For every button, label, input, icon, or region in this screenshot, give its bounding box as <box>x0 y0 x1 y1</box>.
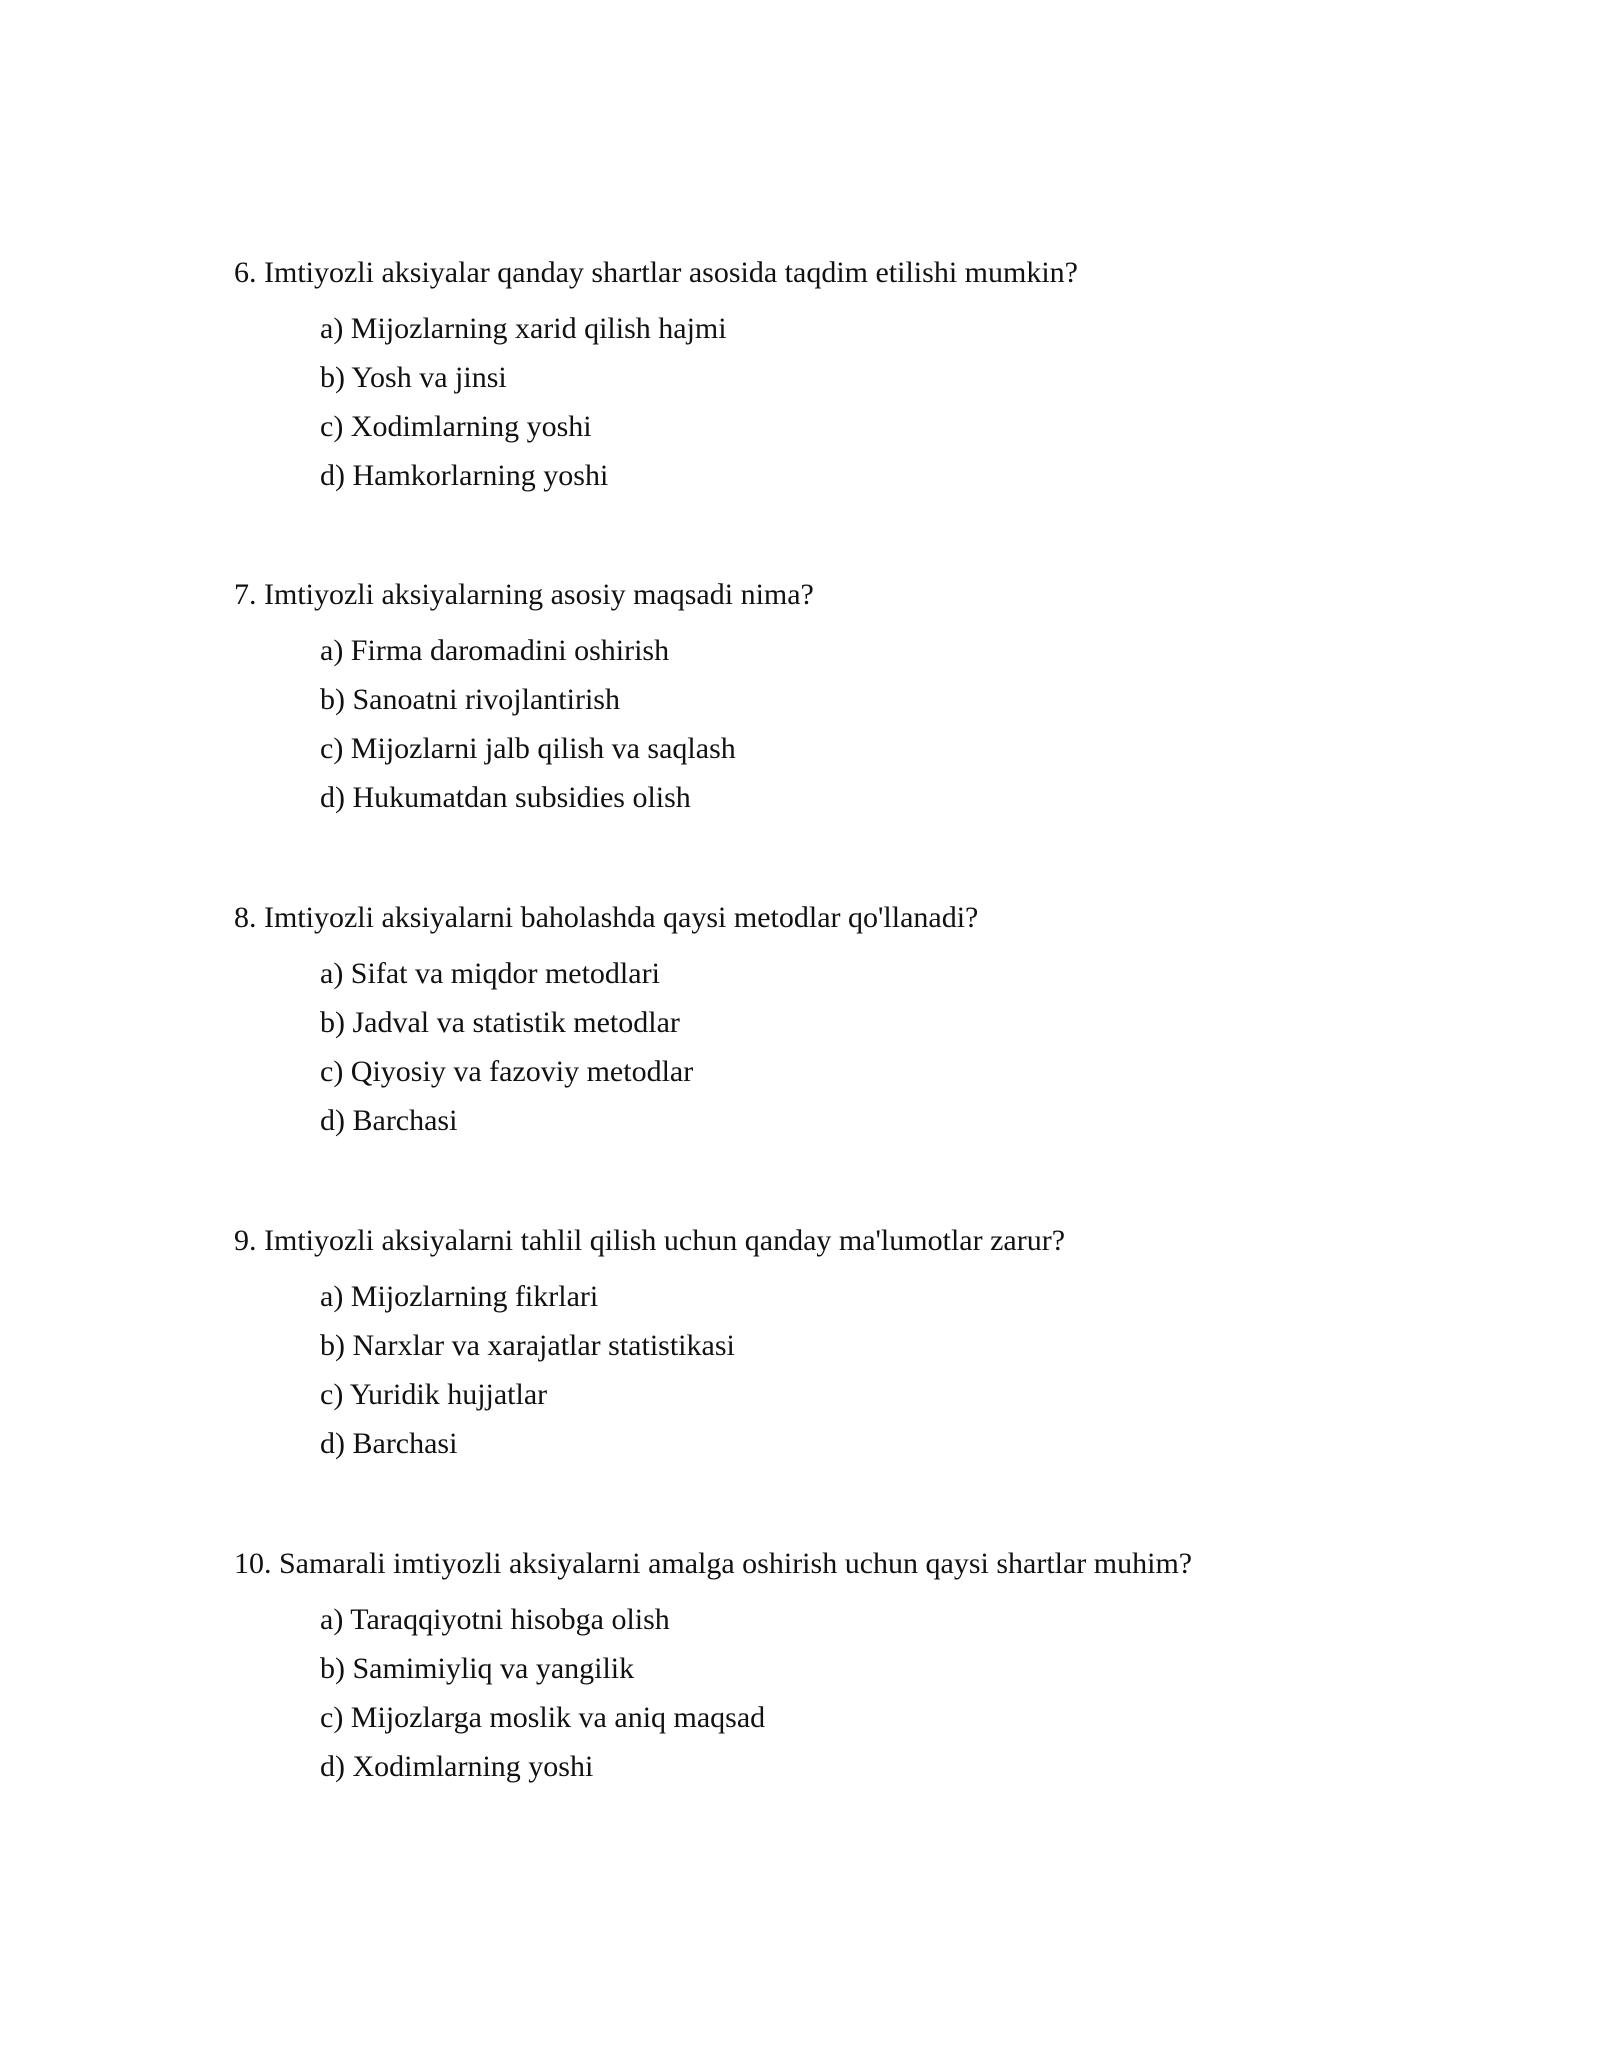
option-a: a) Firma daromadini oshirish <box>320 634 670 667</box>
option-d: d) Barchasi <box>320 1427 458 1460</box>
question-text: 6. Imtiyozli aksiyalar qanday shartlar asosida taqdim etilishi mumkin? <box>234 256 1078 289</box>
question-7 <box>234 576 1434 828</box>
option-b: b) Jadval va statistik metodlar <box>320 1006 680 1039</box>
answer-options <box>320 310 1434 506</box>
question-9 <box>234 1222 1434 1474</box>
option-b: b) Yosh va jinsi <box>320 361 507 394</box>
question-10 <box>234 1545 1434 1797</box>
question-6 <box>234 254 1434 506</box>
answer-options <box>320 632 1434 828</box>
option-a: a) Mijozlarning xarid qilish hajmi <box>320 312 727 345</box>
option-c: c) Xodimlarning yoshi <box>320 410 592 443</box>
option-d: d) Hukumatdan subsidies olish <box>320 781 691 814</box>
question-text: 7. Imtiyozli aksiyalarning asosiy maqsadi nima? <box>234 578 814 611</box>
option-c: c) Mijozlarga moslik va aniq maqsad <box>320 1701 766 1734</box>
answer-options <box>320 1278 1434 1474</box>
question-text: 10. Samarali imtiyozli aksiyalarni amalga oshirish uchun qaysi shartlar muhim? <box>234 1547 1193 1580</box>
option-c: c) Qiyosiy va fazoviy metodlar <box>320 1055 694 1088</box>
option-d: d) Xodimlarning yoshi <box>320 1750 594 1783</box>
question-8 <box>234 899 1434 1151</box>
option-b: b) Narxlar va xarajatlar statistikasi <box>320 1329 735 1362</box>
question-text: 8. Imtiyozli aksiyalarni baholashda qaysi metodlar qo'llanadi? <box>234 901 979 934</box>
option-a: a) Sifat va miqdor metodlari <box>320 957 660 990</box>
option-b: b) Samimiyliq va yangilik <box>320 1652 635 1685</box>
option-d: d) Hamkorlarning yoshi <box>320 459 609 492</box>
option-a: a) Taraqqiyotni hisobga olish <box>320 1603 670 1636</box>
option-c: c) Mijozlarni jalb qilish va saqlash <box>320 732 736 765</box>
option-a: a) Mijozlarning fikrlari <box>320 1280 599 1313</box>
answer-options <box>320 1601 1434 1797</box>
answer-options <box>320 955 1434 1151</box>
option-b: b) Sanoatni rivojlantirish <box>320 683 620 716</box>
option-c: c) Yuridik hujjatlar <box>320 1378 548 1411</box>
option-d: d) Barchasi <box>320 1104 458 1137</box>
question-text: 9. Imtiyozli aksiyalarni tahlil qilish uchun qanday ma'lumotlar zarur? <box>234 1224 1066 1257</box>
